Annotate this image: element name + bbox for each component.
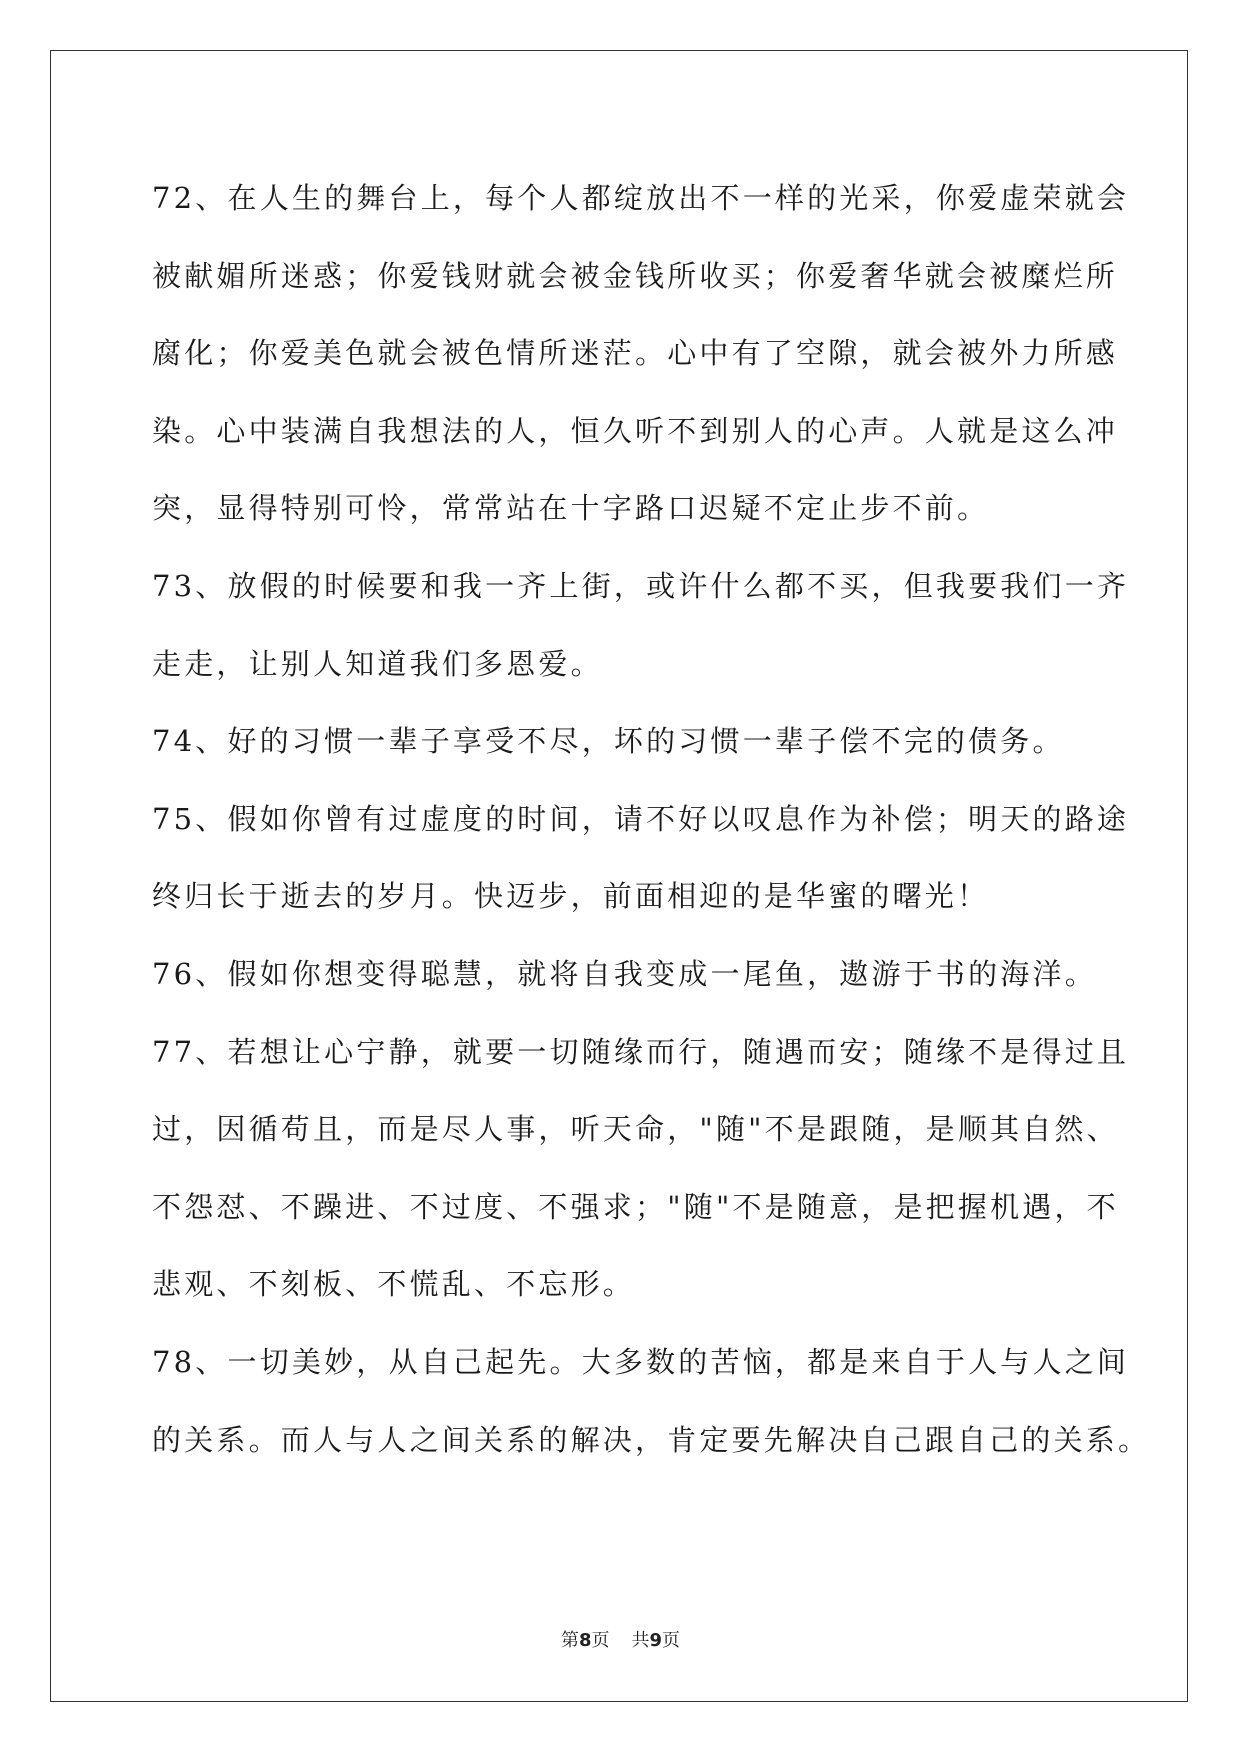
text-line: 悲观、不刻板、不慌乱、不忘形。: [152, 1267, 636, 1302]
text-line: 染。心中装满自我想法的人，恒久听不到别人的心声。人就是这么冲: [152, 413, 1119, 448]
total-pages-number: 9: [649, 1630, 663, 1651]
document-body: [152, 160, 1151, 1479]
text-line: 突，显得特别可怜，常常站在十字路口迟疑不定止步不前。: [152, 491, 990, 526]
text-line: 74、好的习惯一辈子享受不尽，坏的习惯一辈子偿不完的债务。: [152, 724, 1065, 759]
page-footer: [0, 1626, 1241, 1652]
current-page-number: 8: [578, 1630, 592, 1651]
text-line: 72、在人生的舞台上，每个人都绽放出不一样的光采，你爱虚荣就会: [152, 181, 1130, 215]
text-line: 终归长于逝去的岁月。快迈步，前面相迎的是华蜜的曙光！: [152, 879, 990, 914]
total-suffix: 页: [662, 1630, 681, 1651]
page-suffix: 页: [591, 1630, 610, 1651]
text-line: 78、一切美妙，从自己起先。大多数的苦恼，都是来自于人与人之间: [152, 1344, 1130, 1379]
text-line: 76、假如你想变得聪慧，就将自我变成一尾鱼，遨游于书的海洋。: [152, 956, 1097, 991]
text-line: 过，因循苟且，而是尽人事，听天命，"随"不是跟随，是顺其自然、: [152, 1112, 1119, 1147]
text-line: 75、假如你曾有过虚度的时间，请不好以叹息作为补偿；明天的路途: [152, 801, 1130, 836]
text-line: 被献媚所迷惑；你爱钱财就会被金钱所收买；你爱奢华就会被糜烂所: [152, 258, 1119, 293]
text-line: 走走，让别人知道我们多恩爱。: [152, 646, 603, 681]
text-line: 腐化；你爱美色就会被色情所迷茫。心中有了空隙，就会被外力所感: [152, 336, 1119, 371]
text-line: 77、若想让心宁静，就要一切随缘而行，随遇而安；随缘不是得过且: [152, 1034, 1130, 1069]
text-line: 的关系。而人与人之间关系的解决，肯定要先解决自己跟自己的关系。: [152, 1422, 1151, 1457]
text-line: 不怨怼、不躁进、不过度、不强求；"随"不是随意，是把握机遇，不: [152, 1189, 1119, 1224]
page-prefix: 第: [560, 1630, 579, 1651]
text-line: 73、放假的时候要和我一齐上街，或许什么都不买，但我要我们一齐: [152, 568, 1130, 603]
total-prefix: 共: [631, 1630, 650, 1651]
